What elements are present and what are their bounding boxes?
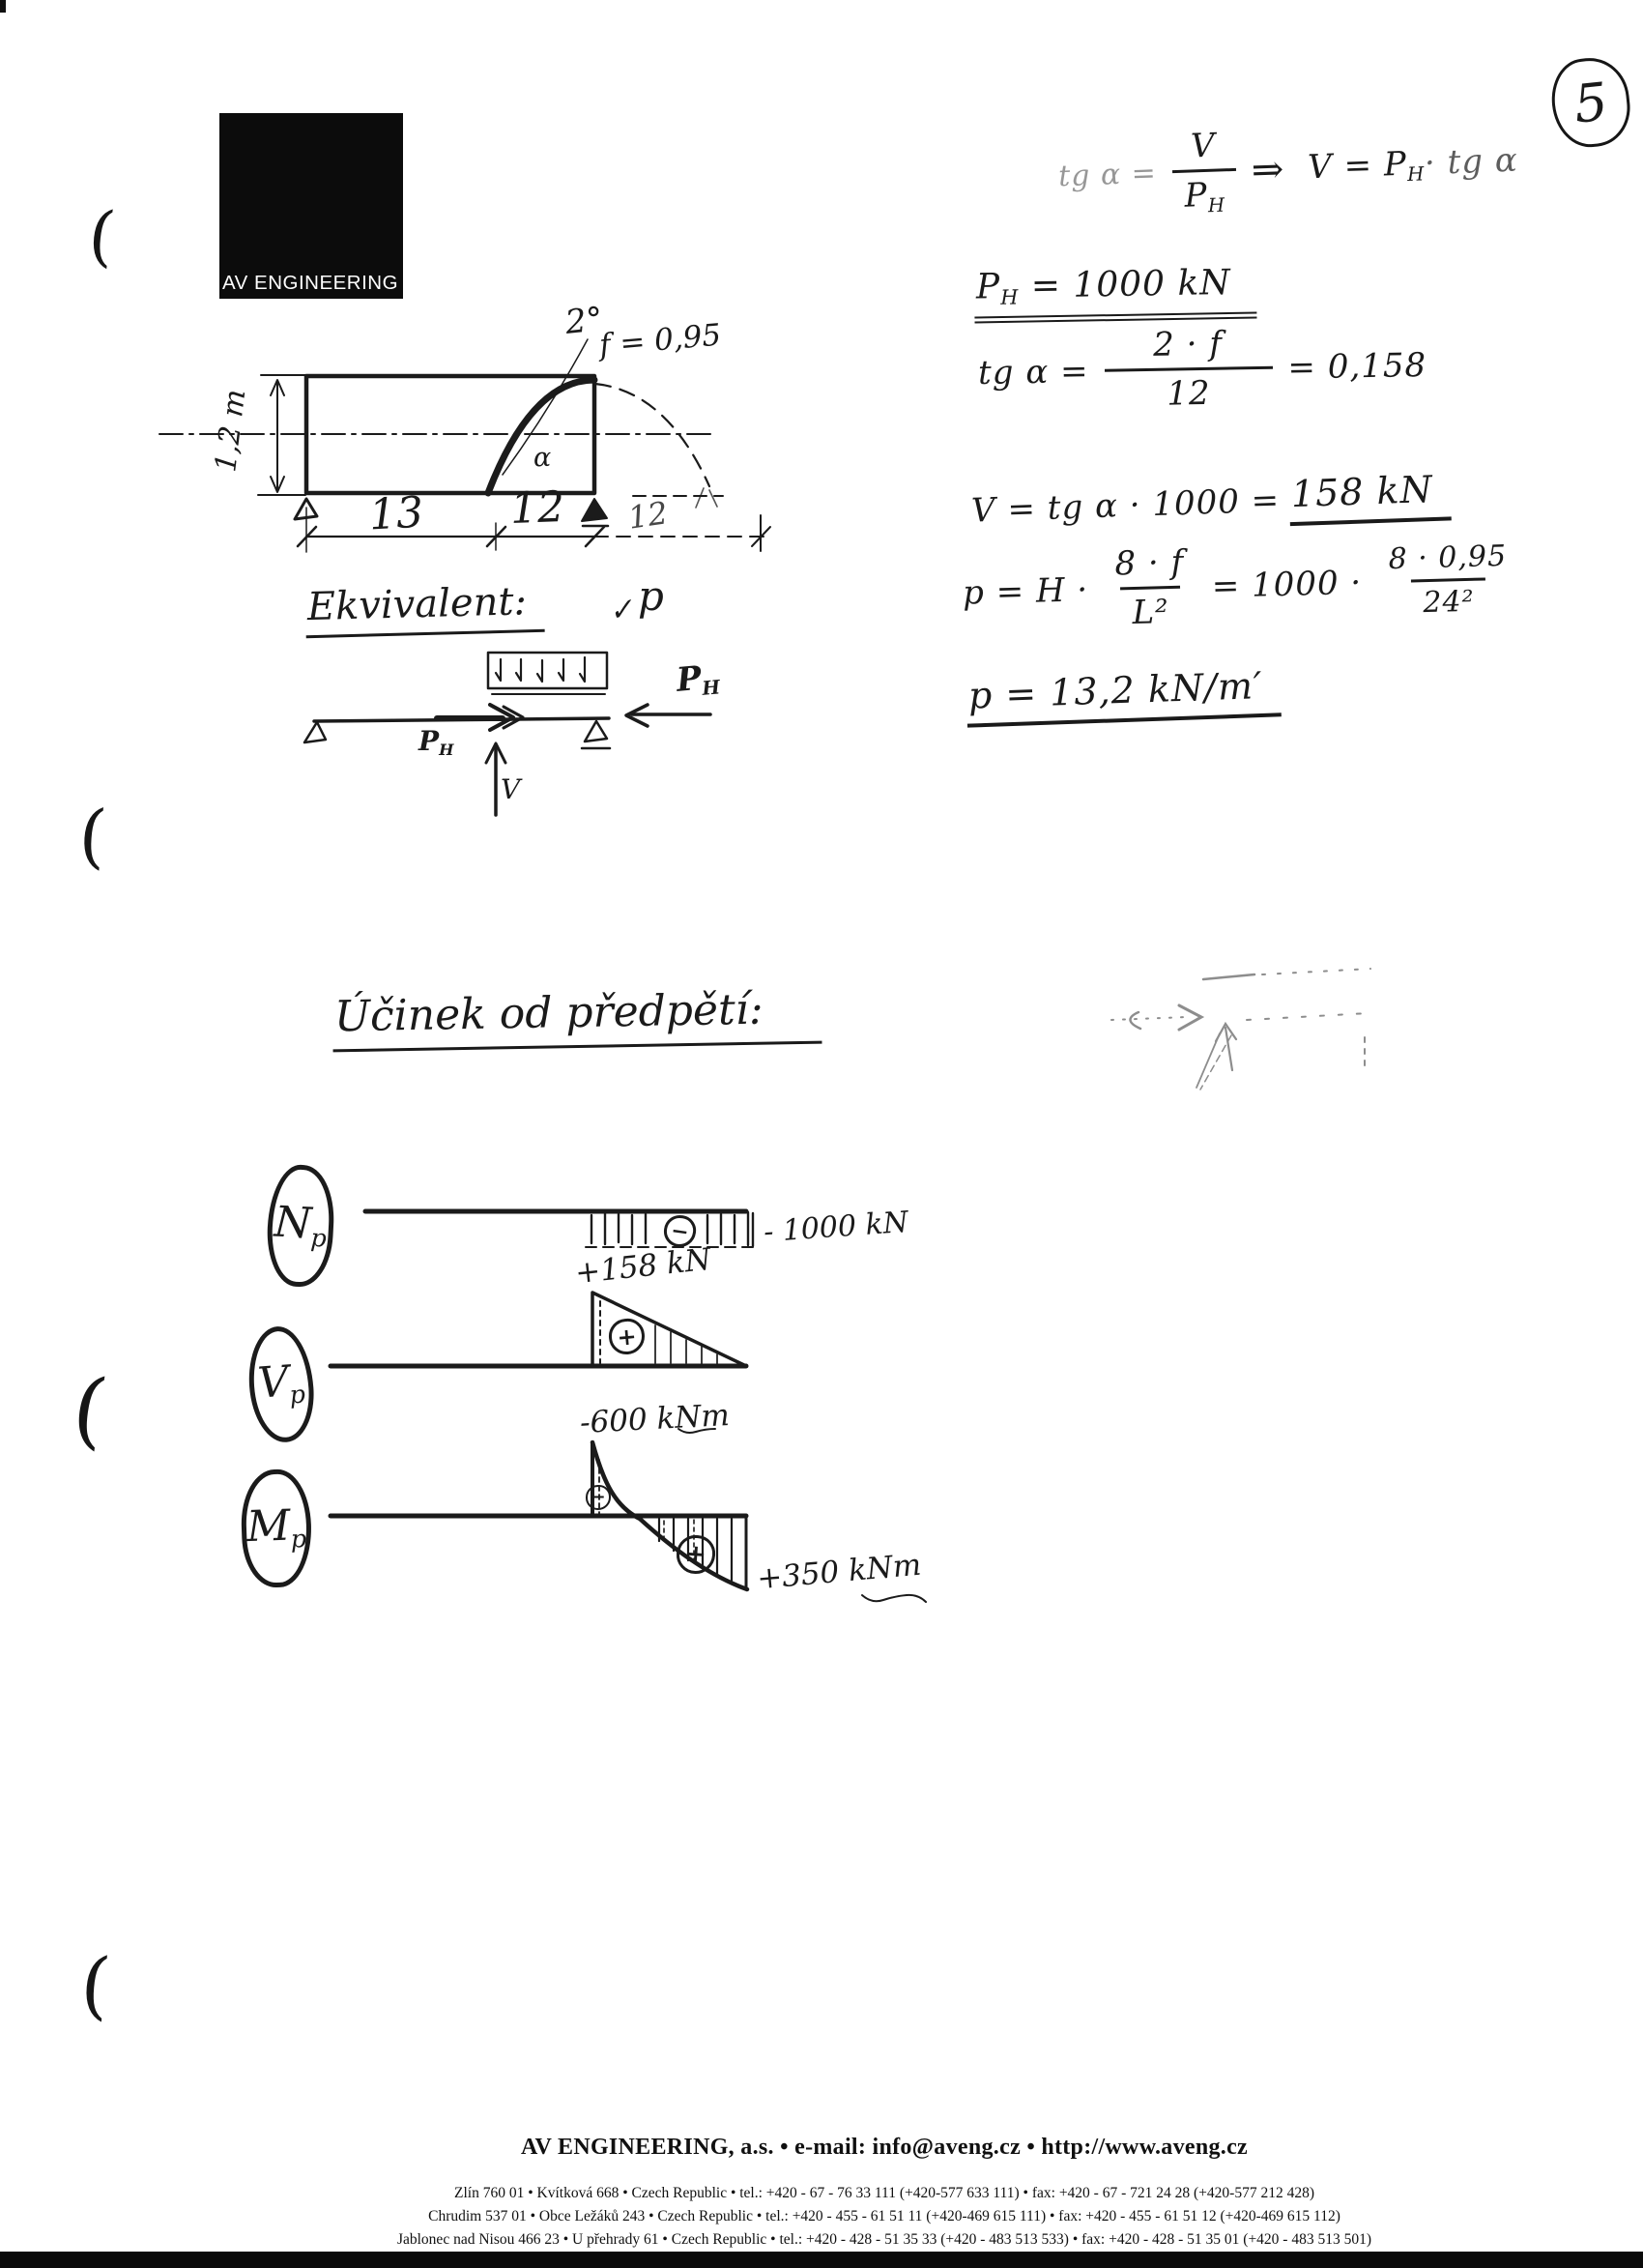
fraction: $\frac{V}{P_H}$ — [1170, 126, 1237, 218]
load-label: p — [638, 572, 664, 620]
beam-height-label: 1,2 m — [209, 387, 253, 475]
ph-label-right: $P_H$ — [675, 658, 721, 700]
formula-ph-value: $P_H = 1000$ kN — [974, 262, 1257, 323]
fraction: $\frac{2 \cdot f}{12}$ — [1104, 324, 1274, 415]
scan-bottom-bar — [0, 2252, 1643, 2268]
np-minus-sign-icon: − — [662, 1213, 698, 1249]
page-number-badge — [1547, 54, 1633, 151]
equivalent-title: Ekvivalent: — [304, 579, 544, 638]
load-check-mark: ✓ — [606, 592, 636, 629]
mp-diagram-label: $M_p$ — [240, 1468, 313, 1588]
tendon-sag-label: f = 0,95 — [597, 317, 723, 363]
margin-mark: ( — [77, 1939, 114, 2029]
logo-text: AV ENGINEERING — [222, 272, 399, 294]
mp-minus-sign-icon: − — [586, 1485, 611, 1510]
right-support-triangle — [585, 721, 607, 741]
right-support-triangle — [582, 499, 607, 521]
margin-mark: ( — [67, 1359, 113, 1460]
np-value-label: - 1000 kN — [762, 1205, 910, 1250]
formula-v-calc: V = tg α · 1000 = 158 kN — [970, 467, 1452, 537]
implies-arrow: ⇒ — [1251, 146, 1286, 192]
margin-mark: ( — [76, 794, 109, 877]
footer-address-line: Chrudim 537 01 • Obce Ležáků 243 • Czech Republic • tel.: +420 - 455 - 61 51 11 (+420-469 615 111) • fax: +420 - 455 - 61 51 12 (+420-469 615 112) — [428, 2208, 1340, 2224]
faint-detail-sketch — [1102, 952, 1372, 1097]
dim-right-label: 12 — [509, 482, 565, 534]
page-number: 5 — [1571, 70, 1611, 135]
mp-top-value-label: -600 kNm — [579, 1397, 731, 1441]
np-box-right-edge — [748, 1212, 753, 1246]
margin-mark: ( — [84, 196, 119, 276]
mp-plus-sign-icon: + — [676, 1534, 717, 1576]
mp-bottom-value-label: +350 kNm — [755, 1547, 923, 1597]
footer — [126, 2135, 1643, 2249]
footer-company-line: AV ENGINEERING, a.s. • e-mail: info@aveng.cz • http://www.aveng.cz — [520, 2135, 1249, 2160]
tendon-curve — [488, 380, 594, 493]
formula-p-calc: p = H · $\frac{8 \cdot f}{\text{L²}}$ = 1000 · $\frac{8 \cdot 0,95}{\text{24²}}$ — [962, 534, 1526, 636]
vp-value-label: +158 kN — [573, 1241, 713, 1292]
formula-tg-definition: tg α = $\frac{V}{P_H}$ ⇒ $V = P_H\cdot$ tg α — [1057, 126, 1519, 218]
dim-left-label: 13 — [367, 487, 425, 540]
footer-address-line: Jablonec nad Nisou 466 23 • U přehrady 61 • Czech Republic • tel.: +420 - 428 - 51 35 33 (+420 - 483 513 533) • fax: +420 - 428 - 51 35 01 (+420 - 483 513 501) — [396, 2231, 1372, 2248]
vp-diagram-label: $V_p$ — [245, 1324, 317, 1444]
formula-lhs: tg α = — [1057, 156, 1158, 194]
dim-phantom-label: 12 — [625, 494, 671, 537]
v-label: V — [501, 773, 521, 805]
fraction: $\frac{8 \cdot f}{\text{L²}}$ — [1113, 542, 1185, 633]
load-arrows — [496, 657, 585, 682]
equivalent-diagram — [271, 570, 812, 860]
footer-address-line: Zlín 760 01 • Kvítková 668 • Czech Republic • tel.: +420 - 67 - 76 33 111 (+420-577 633 111) • fax: +420 - 67 - 721 24 28 (+420-577 212 428) — [454, 2185, 1314, 2201]
phantom-support-marks — [696, 488, 717, 508]
up-arrow-sketch — [1216, 1024, 1236, 1070]
phantom-dim-tick — [752, 515, 770, 551]
effect-title: Účinek od předpětí: — [331, 984, 822, 1053]
left-support-triangle — [304, 722, 326, 742]
np-diagram-label: $N_p$ — [265, 1163, 337, 1288]
formula-p-result: p = 13,2 kN/m′ — [966, 663, 1282, 727]
distributed-load-box — [488, 653, 607, 688]
result-underlined: 158 kN — [1288, 467, 1452, 526]
np-hatching — [591, 1213, 735, 1244]
vp-hatching — [655, 1325, 717, 1364]
ph-label-mid: $P_H$ — [418, 725, 454, 760]
alpha-label: α — [533, 443, 552, 473]
fraction: $\frac{8 \cdot 0,95}{\text{24²}}$ — [1388, 538, 1508, 621]
vp-plus-sign-icon: + — [607, 1317, 646, 1355]
scan-corner-mark — [0, 0, 6, 13]
tendon-degree-label: 2° — [563, 300, 605, 342]
mp-label-squiggle — [862, 1595, 926, 1602]
formula-tg-calc: tg α = $\frac{2 \cdot f}{12}$ = 0,158 — [977, 324, 1427, 414]
